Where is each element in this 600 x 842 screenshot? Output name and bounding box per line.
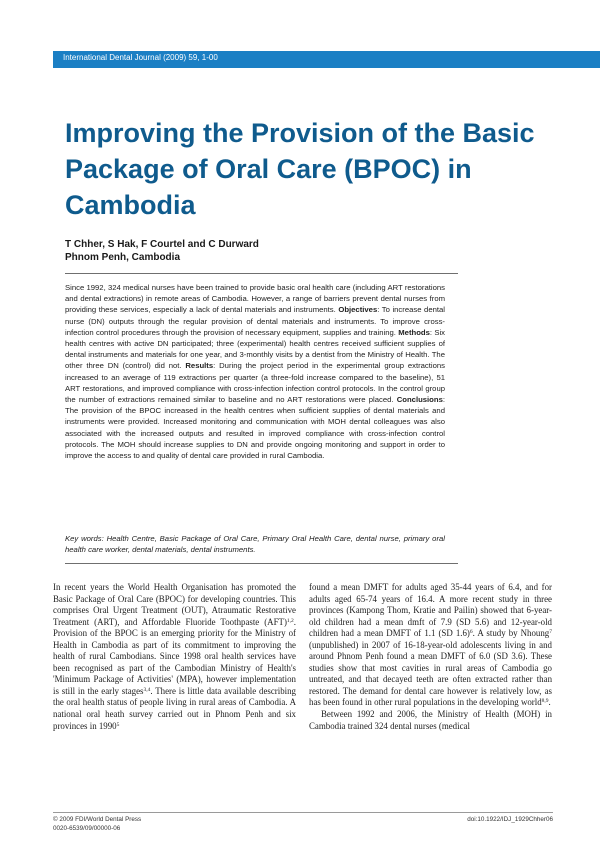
abstract-intro: Since 1992, 324 medical nurses have been trained to provide basic oral health care (including ART restorations and dental extractions) in remote areas of Cambodia. However, a range of barriers prevent dental nurses from providing these services, especially a lack of dental materials and instruments. <box>65 283 445 315</box>
citation-ref: 7 <box>549 629 552 636</box>
author-affiliation: Phnom Penh, Cambodia <box>65 252 181 263</box>
body-text: (unpublished) in 2007 of 16-18-year-old adolescents living in and around Phnom Penh found a mean DMFT of 6.0 (SD 3.6). These studies show that most cavities in rural areas of Cambodia go untreated, and that decayed teeth are often extracted rather than restored. The demand for dental care however is relatively low, as has been found in other rural populations in the developing world <box>309 639 552 708</box>
copyright-line: © 2009 FDI/World Dental Press <box>53 816 142 823</box>
abstract-top-rule <box>65 273 458 274</box>
keywords: Key words: Health Centre, Basic Package of Oral Care, Primary Oral Health Care, dental nurse, primary oral health care worker, dental materials, dental instruments. <box>65 534 445 555</box>
body-column-left <box>53 582 296 732</box>
issn-line: 0020-6539/09/00000-06 <box>53 824 121 832</box>
body-text: . Provision of the BPOC is an emerging priority for the Ministry of Health in Cambodia as part of its commitment to improving the health of rural Cambodians. Since 1998 oral health services have been recognised as part of the Cambodian Ministry of Health's 'Minimum Package of Activities' (MPA), however implementation is still in the early stages <box>53 616 296 696</box>
footer-rule <box>53 812 553 813</box>
footer-right <box>467 816 553 825</box>
conclusions-text: : The provision of the BPOC increased in the health centres when sufficient supplies of dental materials and instruments were provided. Increased monitoring and communication with MOH dental colleagues was also associated with the increased outputs and resulted in improved compliance with cross-infection control protocols. The MOH should increase supplies to DN and provide ongoing monitoring and support in order to improve the access to and quality of dental care provided in rural Cambodia. <box>65 395 445 461</box>
journal-banner <box>53 51 600 68</box>
body-paragraph-1 <box>53 582 296 732</box>
journal-citation: International Dental Journal (2009) 59, 1-00 <box>63 53 218 62</box>
citation-ref: 6 <box>469 629 473 636</box>
conclusions-label: Conclusions <box>396 395 443 405</box>
citation-ref: 5 <box>116 721 120 728</box>
body-paragraph-2: Between 1992 and 2006, the Ministry of Health (MOH) in Cambodia trained 324 dental nurses (medical <box>309 709 552 731</box>
body-text: In recent years the World Health Organisation has promoted the Basic Package of Oral Care (BPOC) for developing countries. This comprises Oral Urgent Treatment (OUT), Atraumatic Restorative Treatment (ART), and Affordable Fluoride Toothpaste (AFT) <box>53 582 296 627</box>
results-label: Results <box>185 361 214 371</box>
objectives-label: Objectives <box>338 305 378 315</box>
body-text: . There is little data available describing the oral health status of people living in rural areas of Cambodia. A national oral heath survey carried out in Phnom Penh and six provinces in 1990 <box>53 685 296 731</box>
citation-ref: 8,9 <box>541 698 549 705</box>
article-title: Improving the Provision of the Basic Package of Oral Care (BPOC) in Cambodia <box>65 118 535 220</box>
citation-ref: 1,2 <box>286 617 294 624</box>
citation-ref: 3,4 <box>143 686 151 693</box>
methods-text: : Six health centres with active DN participated; three (experimental) health centres received sufficient supplies of dental instruments and materials for one year, and 3-monthly visits by a dentist from the Ministry of Health. The other three DN (control) did not. <box>65 327 445 371</box>
author-names: T Chher, S Hak, F Courtel and C Durward <box>65 239 259 250</box>
body-paragraph-1-continued <box>309 582 552 709</box>
results-text: : During the project period in the experimental group extractions increased to an average of 119 extractions per quarter (a three-fold increase compared to the baseline), 51 ART restorations, and improved compliance with cross-infection infection control protocols. In the control group the number of extractions remained similar to baseline and no ART restorations were placed. <box>65 361 445 405</box>
body-text: found a mean DMFT for adults aged 35-44 years of 6.4, and for adults aged 65-74 years of 16.4. A more recent study in three provinces (Kampong Thom, Kratie and Pailin) showed that 6-year-old children had a mean dmft of 7.9 (SD 5.6) and 12-year-old children had a mean DMFT of 1.1 (SD 1.6) <box>309 582 552 639</box>
abstract <box>65 282 445 461</box>
methods-label: Methods <box>398 327 430 337</box>
objectives-text: : To increase dental nurse (DN) outputs through the regular provision of dental materials and instruments. To improve cross-infection control procedures through the provision of necessary equipment, supplies and training. <box>65 305 446 337</box>
doi-line: doi:10.1922/IDJ_1929Chher06 <box>467 816 553 823</box>
body-text: . A study by Nhoung <box>472 628 550 639</box>
footer-left <box>53 816 141 833</box>
body-text: . <box>548 697 551 708</box>
author-block <box>65 238 259 264</box>
body-column-right <box>309 582 552 732</box>
abstract-bottom-rule <box>65 563 458 564</box>
